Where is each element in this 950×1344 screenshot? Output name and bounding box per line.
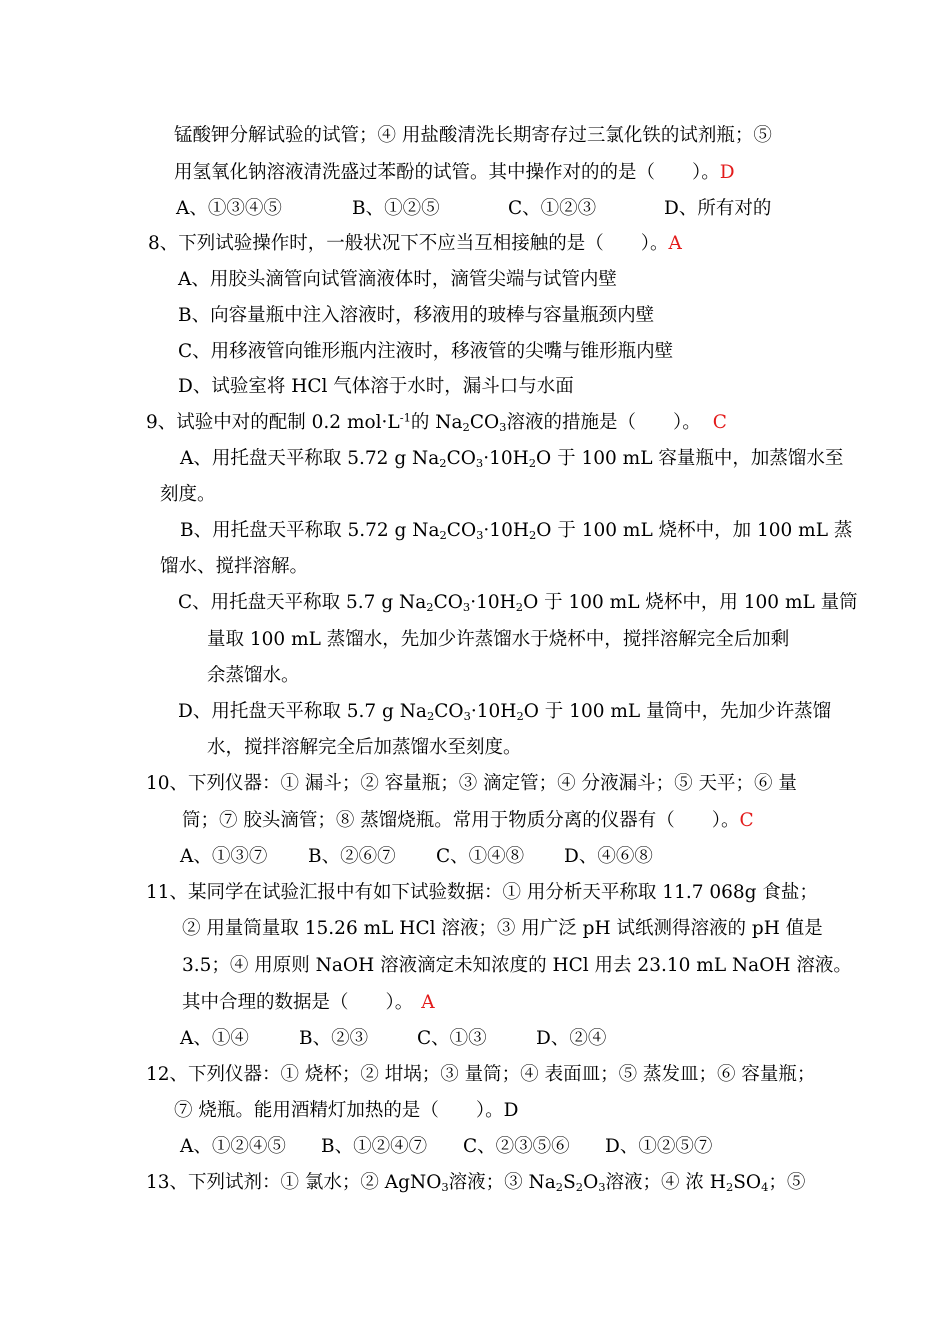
q9-stem [146,411,727,435]
q9-sub: 2 [426,599,434,614]
q10-line-2 [182,809,754,833]
q11-option-b: B、②③ [299,1028,369,1049]
q9-option-c-line-1 [178,591,858,615]
q7-line-2 [174,161,735,185]
q10-answer: C [739,810,754,831]
q11-line-1: 11、某同学在试验汇报中有如下试验数据：① 用分析天平称取 11.7 068g 食盐； [146,882,818,903]
q13-text: 溶液；③ Na [448,1172,556,1193]
q13-line-1 [146,1171,805,1195]
q10-line-1: 10、下列仪器：① 漏斗；② 容量瓶；③ 滴定管；④ 分液漏斗；⑤ 天平；⑥ 量 [146,773,797,794]
q8-stem [148,232,682,256]
q8-answer: A [668,233,682,254]
q9-option-c-text: C、用托盘天平称取 5.7 g Na [178,592,427,613]
q10-option-c: C、①④⑧ [436,846,525,867]
q13-sub: 2 [575,1179,584,1194]
q9-sub: 3 [463,708,471,723]
q9-stem-sup: -1 [399,410,411,425]
q12-option-b: B、①②④⑦ [321,1136,428,1157]
q9-option-a-line-1 [180,447,843,471]
q9-sub: 2 [528,527,537,542]
q13-sub: 2 [555,1179,564,1194]
q9-option-c-text: O 于 100 mL 烧杯中，用 100 mL 量筒 [523,592,858,613]
q9-sub: 2 [528,455,537,470]
q9-option-c-text: CO [433,592,463,613]
q9-option-d-text: CO [434,701,464,722]
q13-text: ；⑤ [768,1172,806,1193]
q11-option-c: C、①③ [417,1028,487,1049]
q9-stem-part: 溶液的措施是（ ）。 [506,412,701,433]
q13-sub: 3 [441,1179,449,1194]
q11-options [180,1027,606,1051]
q10-options [180,845,653,869]
q9-option-c-line-2: 量取 100 mL 蒸馏水，先加少许蒸馏水于烧杯中，搅拌溶解完全后加剩 [207,629,790,650]
q13-text: 13、下列试剂：① 氯水；② AgNO [146,1172,442,1193]
q8-option-a: A、用胶头滴管向试管滴液体时，滴管尖端与试管内壁 [178,269,617,290]
q11-line-3: 3.5；④ 用原则 NaOH 溶液滴定未知浓度的 HCl 用去 23.10 mL NaOH 溶液。 [182,955,852,976]
q7-answer: D [719,162,735,183]
q9-option-b-text: O 于 100 mL 烧杯中，加 100 mL 蒸 [536,520,853,541]
q11-answer: A [421,992,435,1013]
q10-option-d: D、④⑥⑧ [564,846,653,867]
q11-option-d: D、②④ [536,1028,607,1049]
q9-sub: 2 [515,599,524,614]
q7-option-c: C、①②③ [508,198,597,219]
q13-sub: 3 [598,1179,606,1194]
q13-text: SO [733,1172,762,1193]
q9-stem-part: CO [469,412,500,433]
q9-stem-part: 的 Na [410,412,463,433]
q13-sub: 2 [725,1179,734,1194]
q9-option-a-text: CO [446,448,476,469]
q8-option-b: B、向容量瓶中注入溶液时，移液用的玻棒与容量瓶颈内壁 [178,305,655,326]
q9-sub: 3 [462,599,471,614]
q13-text: O [583,1172,599,1193]
q9-sub: 2 [439,527,447,542]
q11-line-4 [182,991,435,1015]
q9-sub: 2 [462,419,470,434]
q9-option-b-line-1 [180,519,852,543]
q13-sub: 4 [761,1179,769,1194]
q9-sub: 2 [439,455,447,470]
q9-stem-part: 9、试验中对的配制 0.2 mol·L [146,412,400,433]
q9-option-b-text: CO [446,520,477,541]
q9-sub: 3 [475,455,484,470]
q9-option-c-line-3: 余蒸馏水。 [207,665,300,686]
q13-text: S [563,1172,576,1193]
q8-option-d: D、试验室将 HCl 气体溶于水时，漏斗口与水面 [178,376,574,397]
q9-option-b-text: B、用托盘天平称取 5.72 g Na [180,520,440,541]
q9-option-b-text: ·10H [483,520,529,541]
q9-option-a-text: ·10H [483,448,529,469]
q9-option-d-line-2: 水，搅拌溶解完全后加蒸馏水至刻度。 [207,737,522,758]
q7-option-b: B、①②⑤ [352,198,440,219]
q9-option-a-text: A、用托盘天平称取 5.72 g Na [180,448,440,469]
q9-sub: 2 [516,708,524,723]
q9-option-d-text: O 于 100 mL 量筒中，先加少许蒸馏 [523,701,832,722]
q11-option-a: A、①④ [180,1028,249,1049]
q9-option-a-text: O 于 100 mL 容量瓶中，加蒸馏水至 [536,448,844,469]
q12-line-2: ⑦ 烧瓶。能用酒精灯加热的是（ ）。D [174,1100,519,1121]
q10-stem-text: 筒；⑦ 胶头滴管；⑧ 蒸馏烧瓶。常用于物质分离的仪器有（ ）。 [182,810,740,831]
q8-stem-text: 8、下列试验操作时，一般状况下不应当互相接触的是（ ）。 [148,233,669,254]
q9-sub: 2 [426,708,435,723]
q10-option-b: B、②⑥⑦ [308,846,396,867]
q7-options [176,197,771,221]
q12-option-a: A、①②④⑤ [180,1136,286,1157]
q10-option-a: A、①③⑦ [180,846,268,867]
q9-option-d-text: ·10H [470,701,517,722]
q9-option-d-line-1 [178,700,831,724]
q9-option-c-text: ·10H [470,592,516,613]
q7-stem-text: 用氢氧化钠溶液清洗盛过苯酚的试管。其中操作对的的是（ ）。 [174,162,720,183]
q11-line-2: ② 用量筒量取 15.26 mL HCl 溶液；③ 用广泛 pH 试纸测得溶液的 pH 值是 [182,918,823,939]
q9-option-d-text: D、用托盘天平称取 5.7 g Na [178,701,427,722]
q12-line-1: 12、下列仪器：① 烧杯；② 坩埚；③ 量筒；④ 表面皿；⑤ 蒸发皿；⑥ 容量瓶； [146,1064,816,1085]
q9-option-a-line-2: 刻度。 [160,484,216,505]
q9-answer: C [712,412,727,433]
q7-line-1: 锰酸钾分解试验的试管；④ 用盐酸清洗长期寄存过三氯化铁的试剂瓶；⑤ [174,125,772,146]
q11-stem-text: 其中合理的数据是（ ）。 [182,992,414,1013]
q9-option-b-line-2: 馏水、搅拌溶解。 [160,556,309,577]
q9-sub: 3 [476,527,484,542]
q8-option-c: C、用移液管向锥形瓶内注液时，移液管的尖嘴与锥形瓶内壁 [178,341,674,362]
q9-sub: 3 [499,419,507,434]
q12-option-c: C、②③⑤⑥ [463,1136,570,1157]
q7-option-d: D、所有对的 [664,198,772,219]
q7-option-a: A、①③④⑤ [176,198,282,219]
q12-options [180,1135,712,1159]
q12-option-d: D、①②⑤⑦ [605,1136,713,1157]
q13-text: 溶液；④ 浓 H [605,1172,726,1193]
